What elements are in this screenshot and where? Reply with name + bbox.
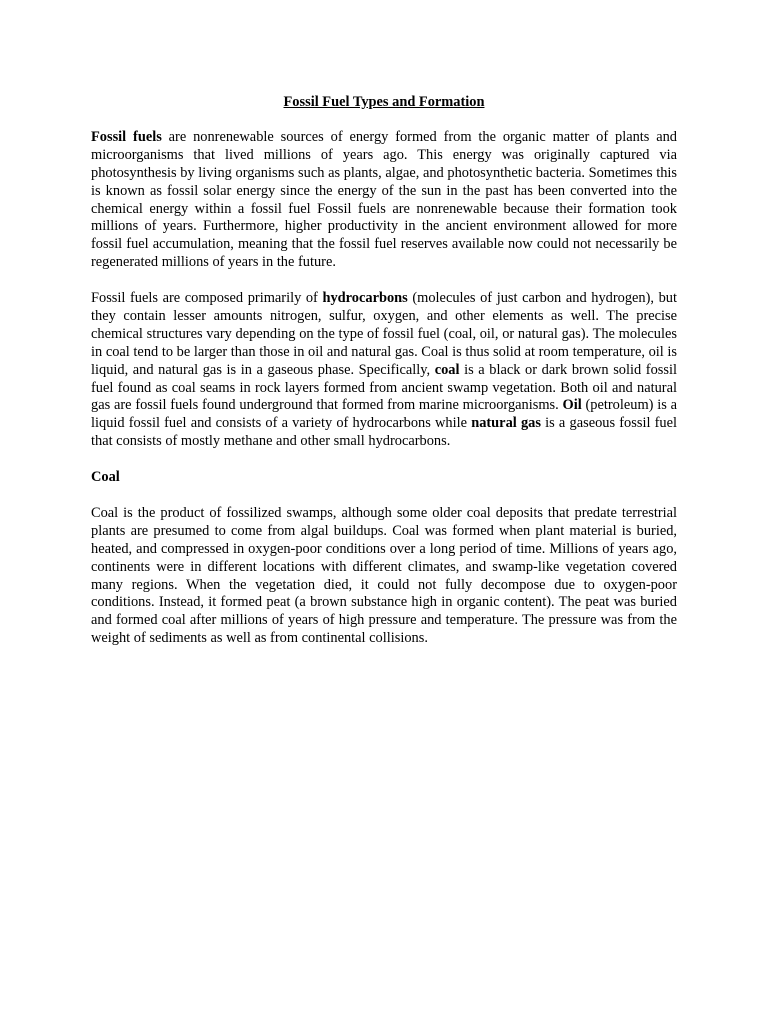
paragraph-text: are nonrenewable sources of energy formed from the organic matter of plants and microorganisms that lived millions of years ago. This energy was originally captured via photosynthesis by living organisms such as plants, algae, and photosynthetic bacteria. Sometimes this is known as fossil solar energy since the energy of the sun in the past has been converted into the chemical energy within a fossil fuel Fossil fuels are nonrenewable because their formation took millions of years. Furthermore, higher productivity in the ancient environment allowed for more fossil fuel accumulation, meaning that the fossil fuel reserves available now could not necessarily be regenerated millions of years in the future. xyxy=(91,128,677,271)
section-heading-coal: Coal xyxy=(91,469,120,486)
term-coal: coal xyxy=(434,361,460,378)
term-fossil-fuels: Fossil fuels xyxy=(91,128,162,145)
paragraph-text: (molecules of just carbon and hydrogen), but they contain lesser amounts nitrogen, sulfur, oxygen, and other elements as well. The precise chemical structures vary depending on the type of fossil fuel (coal, oil, or natural gas). The molecules in coal tend to be larger than those in oil and natural gas. Coal is thus solid at room temperature, oil is liquid, and natural gas is in a gaseous phase. Specifically, xyxy=(91,290,677,378)
paragraph-text: (petroleum) is a liquid fossil fuel and consists of a variety of hydrocarbons while xyxy=(91,397,677,432)
paragraph-text: Fossil fuels are composed primarily of xyxy=(91,290,323,307)
paragraph-spacer xyxy=(91,487,677,505)
paragraph-text: is a gaseous fossil fuel that consists of mostly methane and other small hydrocarbons. xyxy=(91,415,678,450)
paragraph-coal: Coal is the product of fossilized swamps, although some older coal deposits that predate terrestrial plants are presumed to come from algal buildups. Coal was formed when plant material is buried, heated, and compressed in oxygen-poor conditions over a long period of time. Millions of years ago, continents were in different locations with different climates, and swamp-like vegetation covered many regions. When the vegetation died, it could not fully decompose due to oxygen-poor conditions. Instead, it formed peat (a brown substance high in organic content). The peat was buried and formed coal after millions of years of high pressure and temperature. The pressure was from the weight of sediments as well as from continental collisions. xyxy=(91,504,677,647)
term-hydrocarbons: hydrocarbons xyxy=(322,290,408,307)
paragraph-text: is a black or dark brown solid fossil fuel found as coal seams in rock layers formed from ancient swamp vegetation. Both oil and natural gas are fossil fuels found underground that formed from marine microorganisms. xyxy=(91,361,677,414)
paragraph-spacer xyxy=(91,451,677,469)
term-oil: Oil xyxy=(562,397,582,414)
document-title: Fossil Fuel Types and Formation xyxy=(283,94,485,110)
paragraph-fossil-fuels-intro xyxy=(91,129,677,272)
paragraph-composition xyxy=(91,290,677,451)
term-natural-gas: natural gas xyxy=(471,415,541,432)
document-page xyxy=(91,94,677,648)
paragraph-spacer xyxy=(91,272,677,290)
